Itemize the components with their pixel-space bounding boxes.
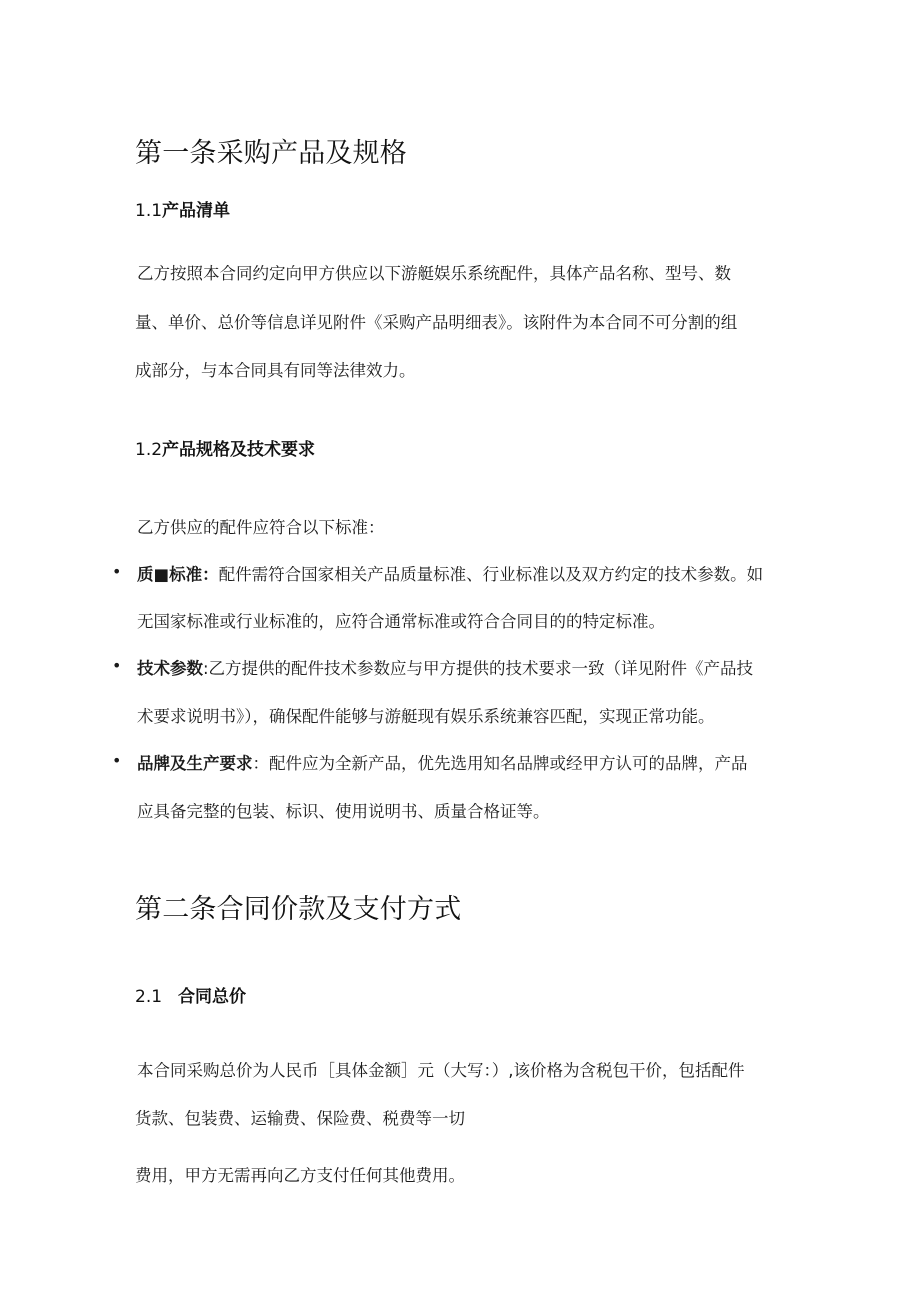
paragraph-2-1-line-3: 费用，甲方无需再向乙方支付任何其他费用。 [135, 1166, 465, 1185]
bullet-item-brand-label: 品牌及生产要求 [137, 754, 253, 773]
paragraph-1-1-line-3: 成部分，与本合同具有同等法律效力。 [135, 361, 416, 380]
bullet-symbol: • [112, 562, 122, 581]
subsection-1-2-heading [135, 435, 315, 460]
paragraph-2-1-line-1: 本合同采购总价为人民币［具体金额］元（大写：）,该价格为含税包干价，包括配件 [137, 1061, 745, 1080]
bullet-item-tech-line-2: 术要求说明书》），确保配件能够与游艇现有娱乐系统兼容匹配，实现正常功能。 [137, 707, 715, 726]
bullet-item-brand-line-2: 应具备完整的包装、标识、使用说明书、质量合格证等。 [137, 802, 550, 821]
bullet-item-quality-line-1 [137, 561, 763, 585]
paragraph-1-2-intro: 乙方供应的配件应符合以下标准： [137, 518, 385, 537]
bullet-item-quality-label: 质■标准： [137, 565, 219, 584]
subsection-1-1-title: 产品清单 [162, 201, 231, 221]
paragraph-1-1-line-1: 乙方按照本合同约定向甲方供应以下游艇娱乐系统配件，具体产品名称、型号、数 [137, 264, 731, 283]
bullet-item-tech-text: :乙方提供的配件技术参数应与甲方提供的技术要求一致（详见附件《产品技 [203, 659, 754, 678]
bullet-item-quality-text: 配件需符合国家相关产品质量标准、行业标准以及双方约定的技术参数。如 [218, 565, 764, 584]
subsection-2-1-number: 2.1 [135, 987, 163, 1007]
subsection-1-1-number: 1.1 [135, 201, 163, 221]
subsection-2-1-title: 合同总价 [178, 987, 247, 1007]
bullet-item-quality-line-2: 无国家标准或行业标准的，应符合通常标准或符合合同目的的特定标准。 [137, 612, 665, 631]
section-2-title: 第二条合同价款及支付方式 [135, 894, 462, 925]
subsection-1-1-heading [135, 196, 230, 221]
bullet-symbol: • [112, 751, 122, 770]
subsection-1-2-number: 1.2 [135, 440, 163, 460]
bullet-item-brand-line-1 [137, 750, 748, 774]
paragraph-1-1-line-2: 量、单价、总价等信息详见附件《采购产品明细表》。该附件为本合同不可分割的组 [135, 313, 738, 332]
bullet-item-tech-line-1 [137, 655, 753, 679]
bullet-item-brand-text: ：配件应为全新产品，优先选用知名品牌或经甲方认可的品牌，产品 [252, 754, 748, 773]
subsection-1-2-title: 产品规格及技术要求 [162, 440, 316, 460]
bullet-symbol: • [112, 656, 122, 675]
section-1-title: 第一条采购产品及规格 [135, 138, 407, 169]
paragraph-2-1-line-2: 货款、包装费、运输费、保险费、税费等一切 [135, 1109, 465, 1128]
subsection-2-1-heading [135, 982, 246, 1007]
bullet-item-tech-label: 技术参数 [137, 659, 203, 678]
